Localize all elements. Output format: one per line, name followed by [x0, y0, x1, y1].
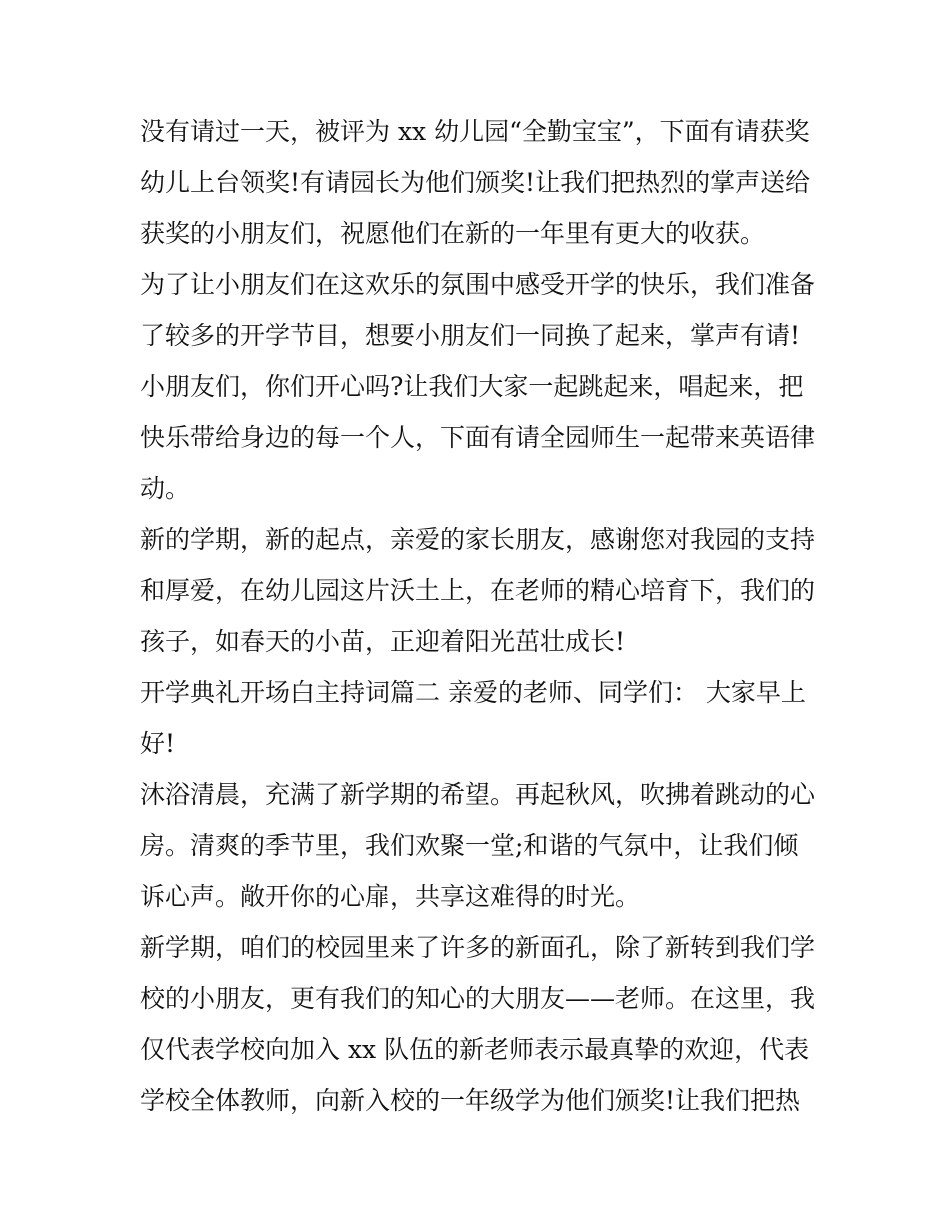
text-line: 为了让小朋友们在这欢乐的氛围中感受开学的快乐，我们准备 [140, 270, 816, 299]
text-line: 幼儿上台领奖!有请园长为他们颁奖!让我们把热烈的掌声送给 [140, 168, 811, 197]
text-line: 快乐带给身边的每一个人，下面有请全园师生一起带来英语律 [140, 423, 816, 452]
text-line: 沐浴清晨，充满了新学期的希望。再起秋风，吹拂着跳动的心 [140, 780, 816, 809]
text-line: 开学典礼开场白主持词篇二 亲爱的老师、同学们： 大家早上 [140, 678, 806, 707]
text-line: 新的学期，新的起点，亲爱的家长朋友，感谢您对我园的支持 [140, 525, 816, 554]
text-line: 新学期，咱们的校园里来了许多的新面孔，除了新转到我们学 [140, 933, 816, 962]
text-line: 房。清爽的季节里，我们欢聚一堂;和谐的气氛中，让我们倾 [140, 831, 799, 860]
text-line: 诉心声。敞开你的心扉，共享这难得的时光。 [140, 882, 641, 911]
text-line: 小朋友们，你们开心吗?让我们大家一起跳起来，唱起来，把 [140, 372, 804, 401]
text-line: 好! [140, 729, 176, 758]
text-line: 没有请过一天，被评为 xx 幼儿园“全勤宝宝”，下面有请获奖 [140, 117, 810, 146]
text-line: 校的小朋友，更有我们的知心的大朋友——老师。在这里，我 [140, 984, 816, 1013]
paragraph [140, 922, 820, 1126]
paragraph [140, 769, 820, 922]
paragraph [140, 667, 820, 769]
paragraph [140, 361, 820, 514]
text-line: 了较多的开学节目，想要小朋友们一同换了起来，掌声有请! [140, 321, 801, 350]
document-body [140, 106, 820, 1126]
text-line: 学校全体教师，向新入校的一年级学为他们颁奖!让我们把热 [140, 1086, 801, 1115]
text-line: 仅代表学校向加入 xx 队伍的新老师表示最真挚的欢迎，代表 [140, 1035, 810, 1064]
paragraph [140, 259, 820, 361]
text-line: 和厚爱，在幼儿园这片沃土上，在老师的精心培育下，我们的 [140, 576, 816, 605]
text-line: 孩子，如春天的小苗，正迎着阳光茁壮成长! [140, 627, 626, 656]
text-line: 获奖的小朋友们，祝愿他们在新的一年里有更大的收获。 [140, 219, 766, 248]
text-line: 动。 [140, 474, 191, 503]
paragraph [140, 106, 820, 259]
paragraph [140, 514, 820, 667]
